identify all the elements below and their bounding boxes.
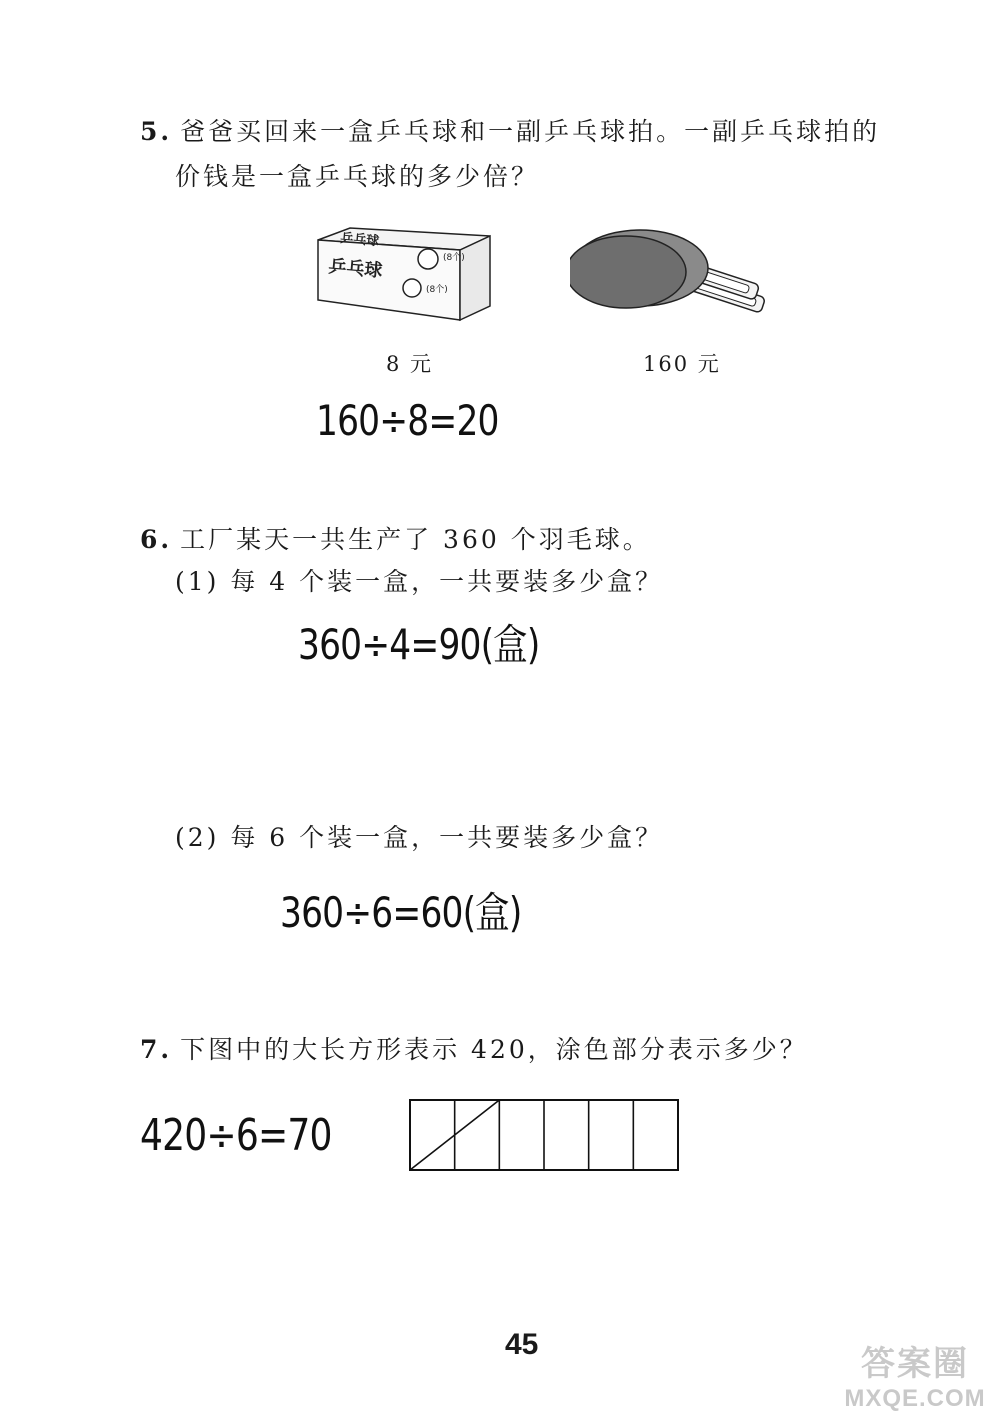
q5-number: 5. xyxy=(140,117,173,146)
q6-stem-text: 工厂某天一共生产了 360 个羽毛球。 xyxy=(180,525,651,554)
q6-answer2: 360÷6=60(盒) xyxy=(280,888,522,937)
box-count-bottom: (8个) xyxy=(426,285,448,295)
box-label-top: 乒乓球 xyxy=(339,231,380,250)
divided-rectangle-diagram xyxy=(408,1098,680,1172)
watermark-site: MXQE.COM xyxy=(844,1385,986,1412)
q7-stem-text: 下图中的大长方形表示 420，涂色部分表示多少？ xyxy=(180,1035,808,1064)
q5-line2: 价钱是一盒乒乓球的多少倍？ xyxy=(175,162,540,191)
watermark-logo: 答案圈 xyxy=(861,1344,969,1384)
q5-text-1: 爸爸买回来一盒乒乓球和一副乒乓球拍。一副乒乓球拍的 xyxy=(180,117,881,146)
q6-part1: (1) 每 4 个装一盒，一共要装多少盒？ xyxy=(175,567,664,596)
page-number: 45 xyxy=(505,1328,539,1361)
box-count-top: (8个) xyxy=(443,253,465,263)
price-box: 8 元 xyxy=(386,352,434,376)
paddle-illustration xyxy=(570,222,775,332)
q5-answer: 160÷8=20 xyxy=(316,396,499,445)
pingpong-box-illustration xyxy=(300,222,500,327)
q7-answer: 420÷6=70 xyxy=(140,1110,332,1161)
q6-part2: (2) 每 6 个装一盒，一共要装多少盒？ xyxy=(175,823,664,852)
q6-number: 6. xyxy=(140,525,173,554)
q6-answer1: 360÷4=90(盒) xyxy=(298,620,540,669)
box-label-main: 乒乓球 xyxy=(327,256,384,282)
q5-line1 xyxy=(140,112,880,148)
q6-stem xyxy=(140,520,651,556)
q7-stem xyxy=(140,1030,808,1066)
q7-number: 7. xyxy=(140,1035,173,1064)
price-paddle: 160 元 xyxy=(643,352,721,376)
watermark xyxy=(840,1336,990,1412)
